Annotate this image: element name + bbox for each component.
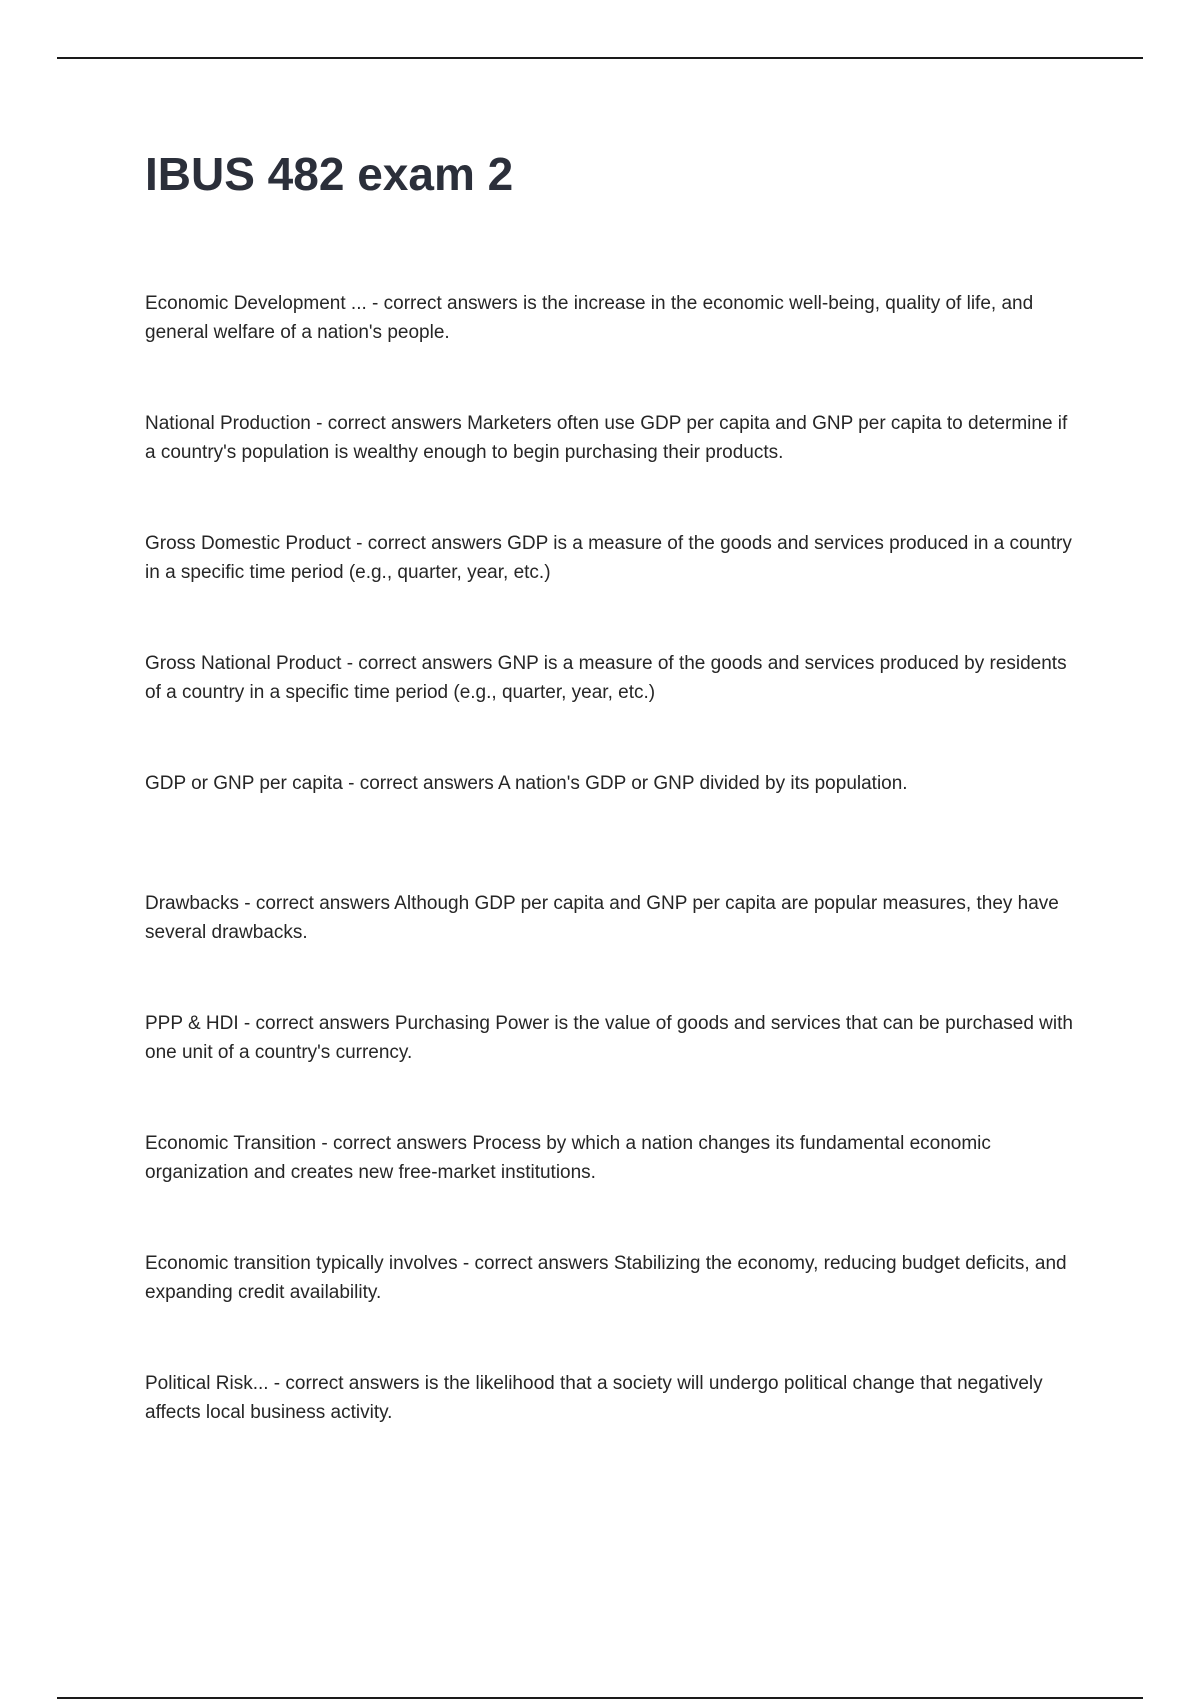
flashcard-entry-economic-transition: Economic Transition - correct answers Process by which a nation changes its fundamental economic organization and creates new free-market institutions. xyxy=(145,1133,991,1183)
flashcard-list xyxy=(145,290,1080,1490)
flashcard-entry-political-risk: Political Risk... - correct answers is the likelihood that a society will undergo political change that negatively affects local business activity. xyxy=(145,1373,1043,1423)
flashcard-entry-gross-national-product: Gross National Product - correct answers GNP is a measure of the goods and services produced by residents of a country in a specific time period (e.g., quarter, year, etc.) xyxy=(145,653,1067,703)
flashcard-entry-economic-development: Economic Development ... - correct answers is the increase in the economic well-being, quality of life, and general welfare of a nation's people. xyxy=(145,293,1034,343)
flashcard-entry-transition-involves: Economic transition typically involves - correct answers Stabilizing the economy, reducing budget deficits, and expanding credit availability. xyxy=(145,1253,1067,1303)
flashcard-entry-national-production: National Production - correct answers Marketers often use GDP per capita and GNP per capita to determine if a country's population is wealthy enough to begin purchasing their products. xyxy=(145,413,1068,463)
flashcard-entry-gross-domestic-product: Gross Domestic Product - correct answers GDP is a measure of the goods and services produced in a country in a specific time period (e.g., quarter, year, etc.) xyxy=(145,533,1072,583)
flashcard-entry-per-capita: GDP or GNP per capita - correct answers A nation's GDP or GNP divided by its population. xyxy=(145,773,908,794)
flashcard-entry-drawbacks: Drawbacks - correct answers Although GDP per capita and GNP per capita are popular measures, they have several drawbacks. xyxy=(145,893,1059,943)
flashcard-entry-ppp-hdi: PPP & HDI - correct answers Purchasing Power is the value of goods and services that can be purchased with one unit of a country's currency. xyxy=(145,1013,1073,1063)
bottom-divider xyxy=(57,1697,1143,1699)
top-divider xyxy=(57,57,1143,59)
page-title: IBUS 482 exam 2 xyxy=(145,148,514,200)
